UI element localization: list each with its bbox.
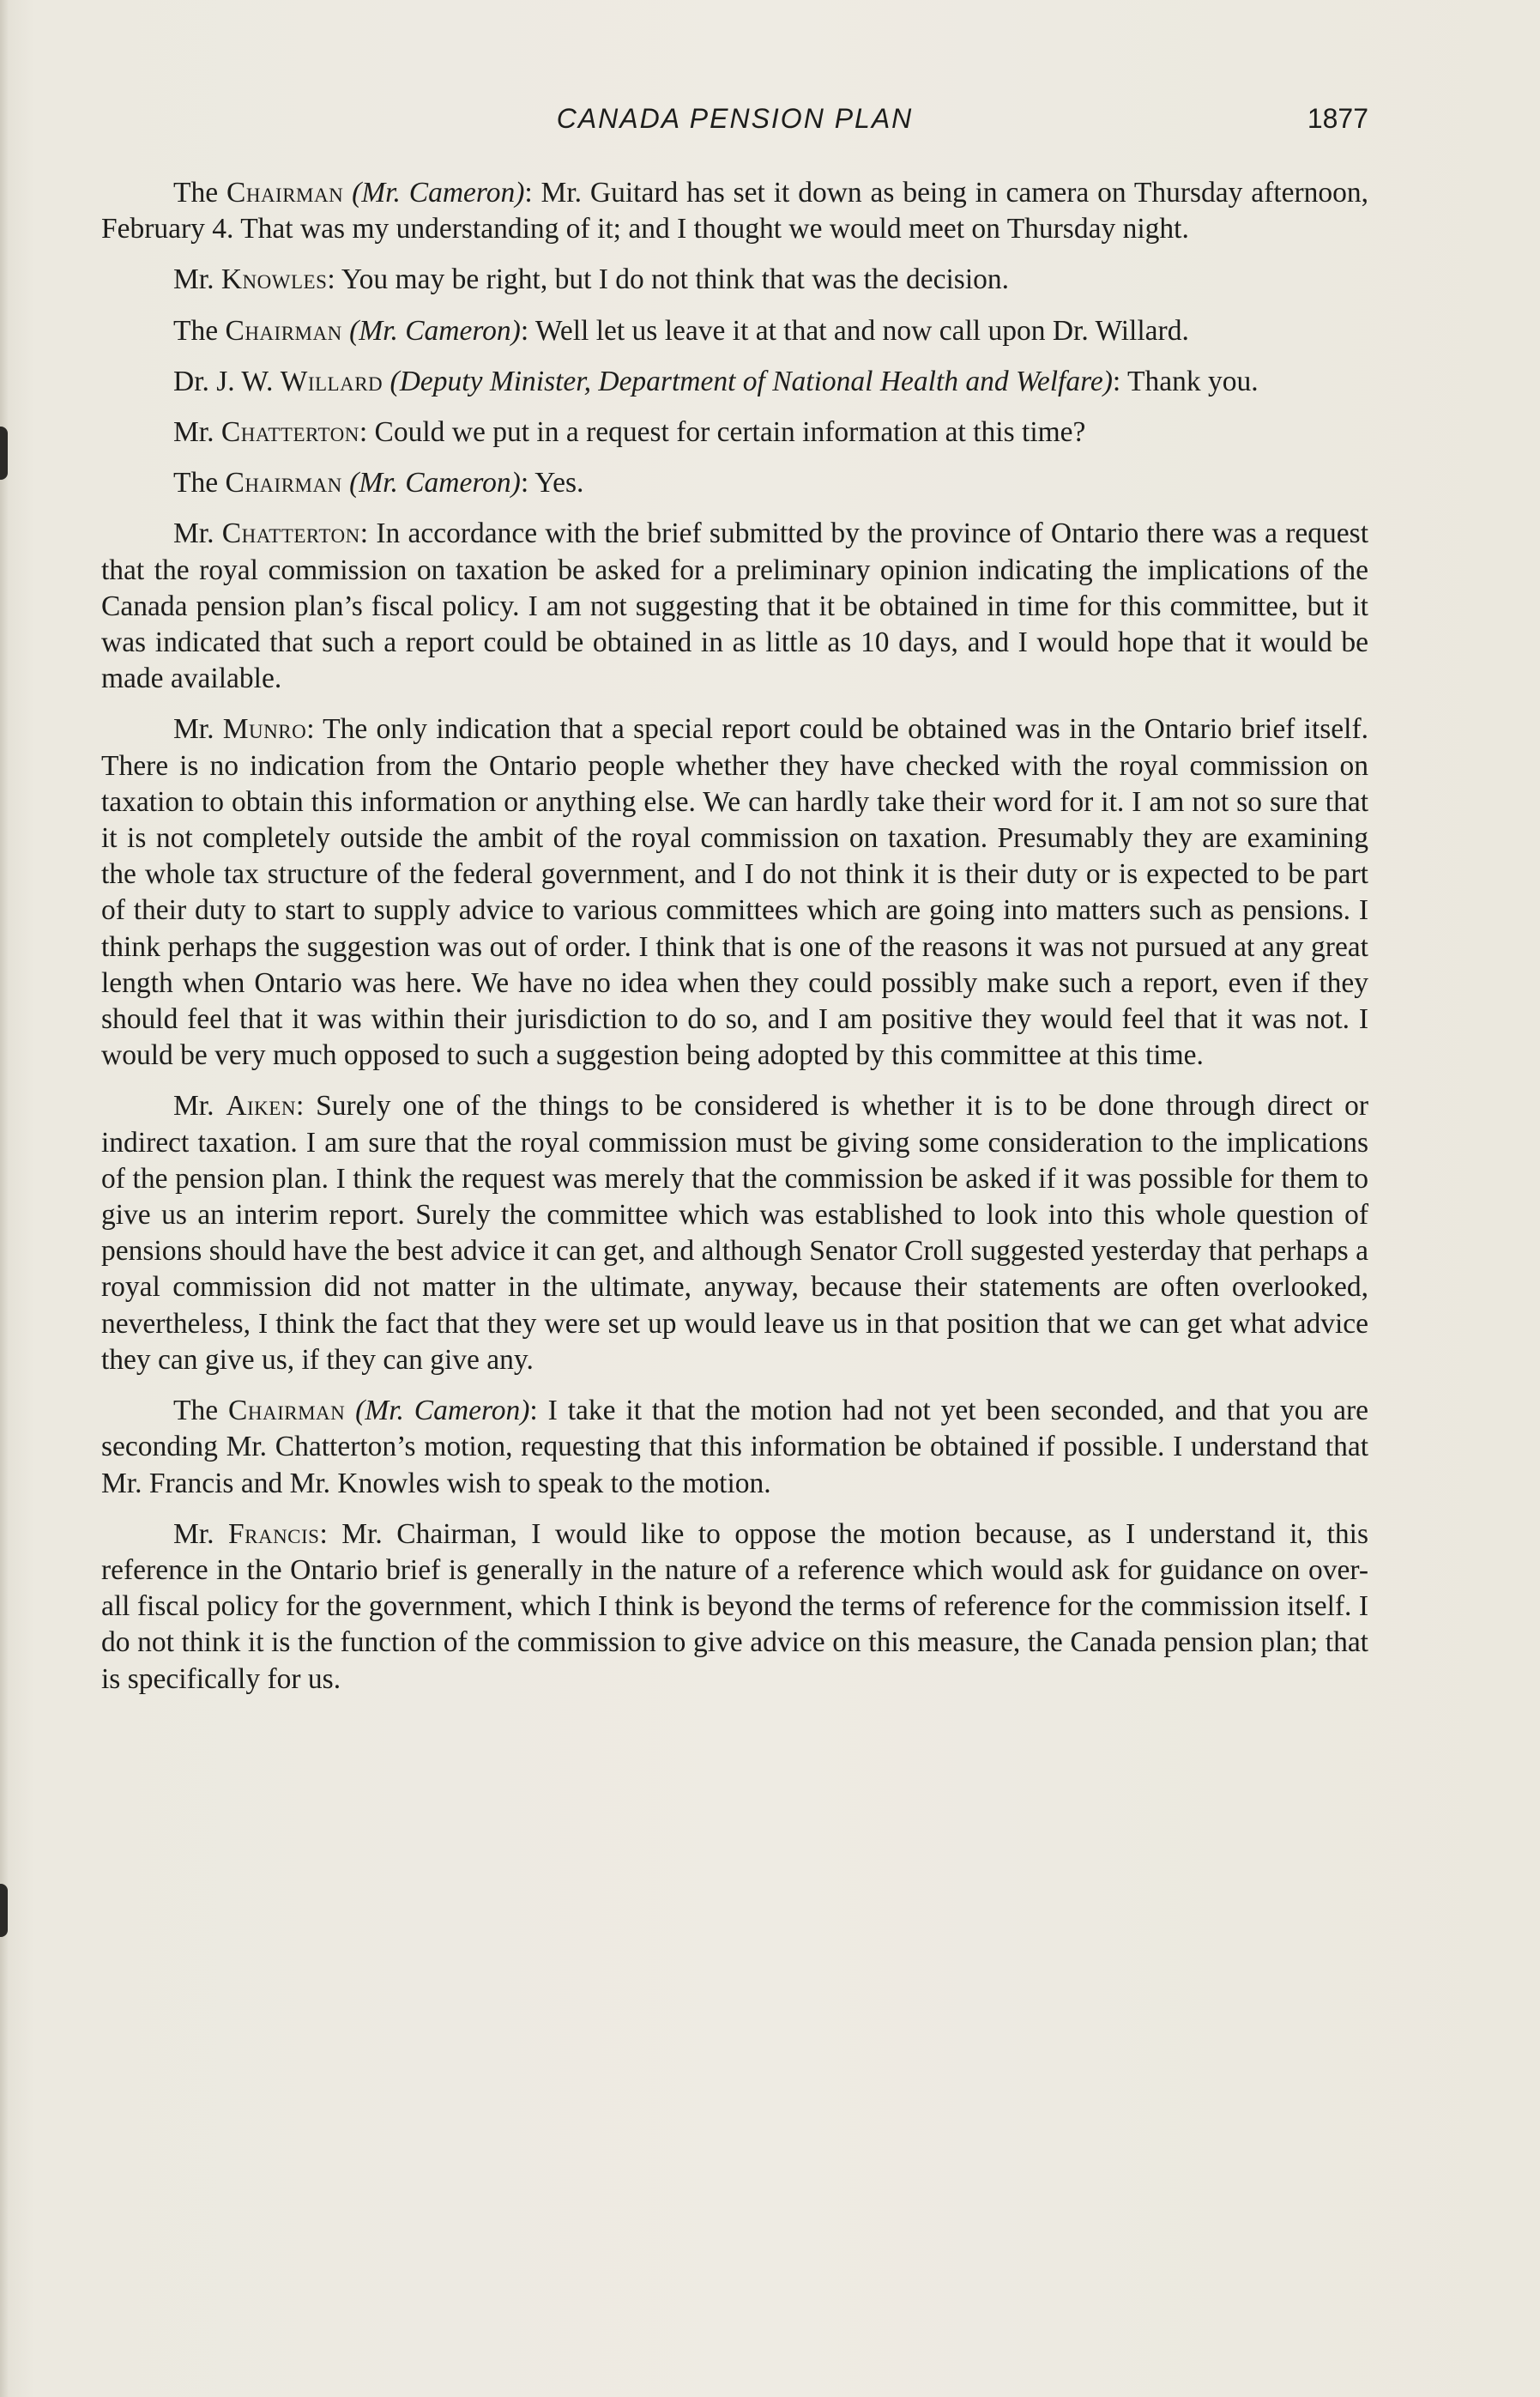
- paragraph-text: : Mr. Chairman, I would like to oppose the motion because, as I understand it, this reference in the Ontario brief is generally in the nature of a reference which would ask for guidance on over-all fiscal policy for the government, which I think is beyond the terms of reference for the commission itself. I do not think it is the function of the commission to give advice on this measure, the Canada pension plan; that is specifically for us.: [101, 1517, 1368, 1695]
- speaker-role: (Mr. Cameron): [349, 314, 521, 347]
- transcript-paragraph: [101, 465, 1368, 501]
- speaker-prefix: Mr.: [173, 416, 214, 449]
- paragraph-text: : You may be right, but I do not think that was the decision.: [327, 263, 1010, 296]
- paragraph-text: : Well let us leave it at that and now call upon Dr. Willard.: [520, 314, 1189, 347]
- transcript-paragraph: [101, 1393, 1368, 1502]
- speaker-name: Knowles: [220, 263, 328, 296]
- paragraph-text: : Mr. Guitard has set it down as being in camera on Thursday afternoon, February 4. That was my understanding of it; and I thought we would meet on Thursday night.: [101, 177, 1369, 245]
- speaker-prefix: The: [173, 1395, 219, 1427]
- paragraph-text: : The only indication that a special report could be obtained was in the Ontario brief itself. There is no indication from the Ontario people whether they have checked with the royal commission on taxation to obtain this information or anything else. We can hardly take their word for it. I am not so sure that it is not completely outside the ambit of the royal commission on taxation. Presumably they are examining the whole tax structure of the federal government, and I do not think it is their duty or is expected to be part of their duty to start to supply advice to various committees which are going into matters such as pensions. I think perhaps the suggestion was out of order. I think that is one of the reasons it was not pursued at any great length when Ontario was here. We have no idea when they could possibly make such a report, even if they should feel that it was within their jurisdiction to do so, and I am positive they would feel that it was not. I would be very much opposed to such a suggestion being adopted by this committee at this time.: [101, 713, 1368, 1072]
- paragraph-text: : I take it that the motion had not yet been seconded, and that you are seconding Mr. Chatterton’s motion, requesting that this information be obtained if possible. I understand that Mr. Francis and Mr. Knowles wish to speak to the motion.: [101, 1395, 1369, 1499]
- transcript-paragraph: [101, 1516, 1368, 1698]
- speaker-prefix: Mr.: [173, 263, 214, 296]
- paragraph-text: : Thank you.: [1112, 365, 1259, 397]
- speaker-prefix: The: [173, 177, 219, 209]
- speaker-name: Chatterton: [220, 416, 359, 449]
- transcript-paragraph: [101, 262, 1368, 298]
- transcript-paragraph: [101, 1088, 1368, 1378]
- speaker-prefix: Dr. J. W.: [173, 365, 274, 397]
- speaker-role: (Deputy Minister, Department of National Health and Welfare): [390, 365, 1113, 397]
- binding-hole-mark: [0, 1884, 8, 1937]
- transcript-paragraph: [101, 364, 1368, 400]
- transcript-body: [101, 175, 1368, 1712]
- speaker-prefix: Mr.: [173, 518, 214, 550]
- speaker-prefix: Mr.: [173, 1517, 214, 1550]
- speaker-name: Aiken: [226, 1090, 296, 1123]
- paragraph-text: : Yes.: [520, 467, 584, 499]
- speaker-name: Willard: [280, 365, 383, 397]
- transcript-paragraph: [101, 175, 1368, 247]
- speaker-prefix: The: [173, 314, 219, 347]
- speaker-name: Francis: [227, 1517, 320, 1550]
- speaker-role: (Mr. Cameron): [355, 1395, 530, 1427]
- speaker-name: Chairman: [228, 1395, 346, 1427]
- speaker-name: Chairman: [225, 467, 342, 499]
- paragraph-text: : Could we put in a request for certain information at this time?: [359, 416, 1086, 449]
- binding-hole-mark: [0, 427, 8, 480]
- speaker-name: Chatterton: [221, 518, 360, 550]
- binding-edge-shadow: [0, 0, 9, 2397]
- speaker-name: Chairman: [225, 314, 342, 347]
- transcript-paragraph: [101, 711, 1368, 1074]
- speaker-prefix: Mr.: [173, 1090, 214, 1123]
- speaker-role: (Mr. Cameron): [352, 177, 525, 209]
- speaker-prefix: Mr.: [173, 713, 214, 746]
- speaker-role: (Mr. Cameron): [349, 467, 521, 499]
- speaker-name: Munro: [222, 713, 307, 746]
- transcript-paragraph: [101, 415, 1368, 451]
- paragraph-text: : In accordance with the brief submitted by the province of Ontario there was a request that the royal commission on taxation be asked for a preliminary opinion indicating the implications of the Canada pension plan’s fiscal policy. I am not suggesting that it be obtained in time for this committee, but it was indicated that such a report could be obtained in as little as 10 days, and I would hope that it would be made available.: [101, 518, 1369, 695]
- paragraph-text: : Surely one of the things to be considered is whether it is to be done through direct or indirect taxation. I am sure that the royal commission must be giving some consideration to the implications of the pension plan. I think the request was merely that the commission be asked if it was possible for them to give us an interim report. Surely the committee which was established to look into this whole question of pensions should have the best advice it can get, and although Senator Croll suggested yesterday that perhaps a royal commission did not matter in the ultimate, anyway, because their statements are often overlooked, nevertheless, I think the fact that they were set up would leave us in that position that we can get what advice they can give us, if they can give any.: [101, 1090, 1369, 1376]
- page-header: [101, 103, 1368, 146]
- running-title: CANADA PENSION PLAN: [556, 103, 914, 134]
- transcript-paragraph: [101, 313, 1368, 349]
- page-number: 1877: [1307, 103, 1368, 134]
- speaker-prefix: The: [173, 467, 219, 499]
- transcript-paragraph: [101, 516, 1368, 697]
- speaker-name: Chairman: [226, 177, 344, 209]
